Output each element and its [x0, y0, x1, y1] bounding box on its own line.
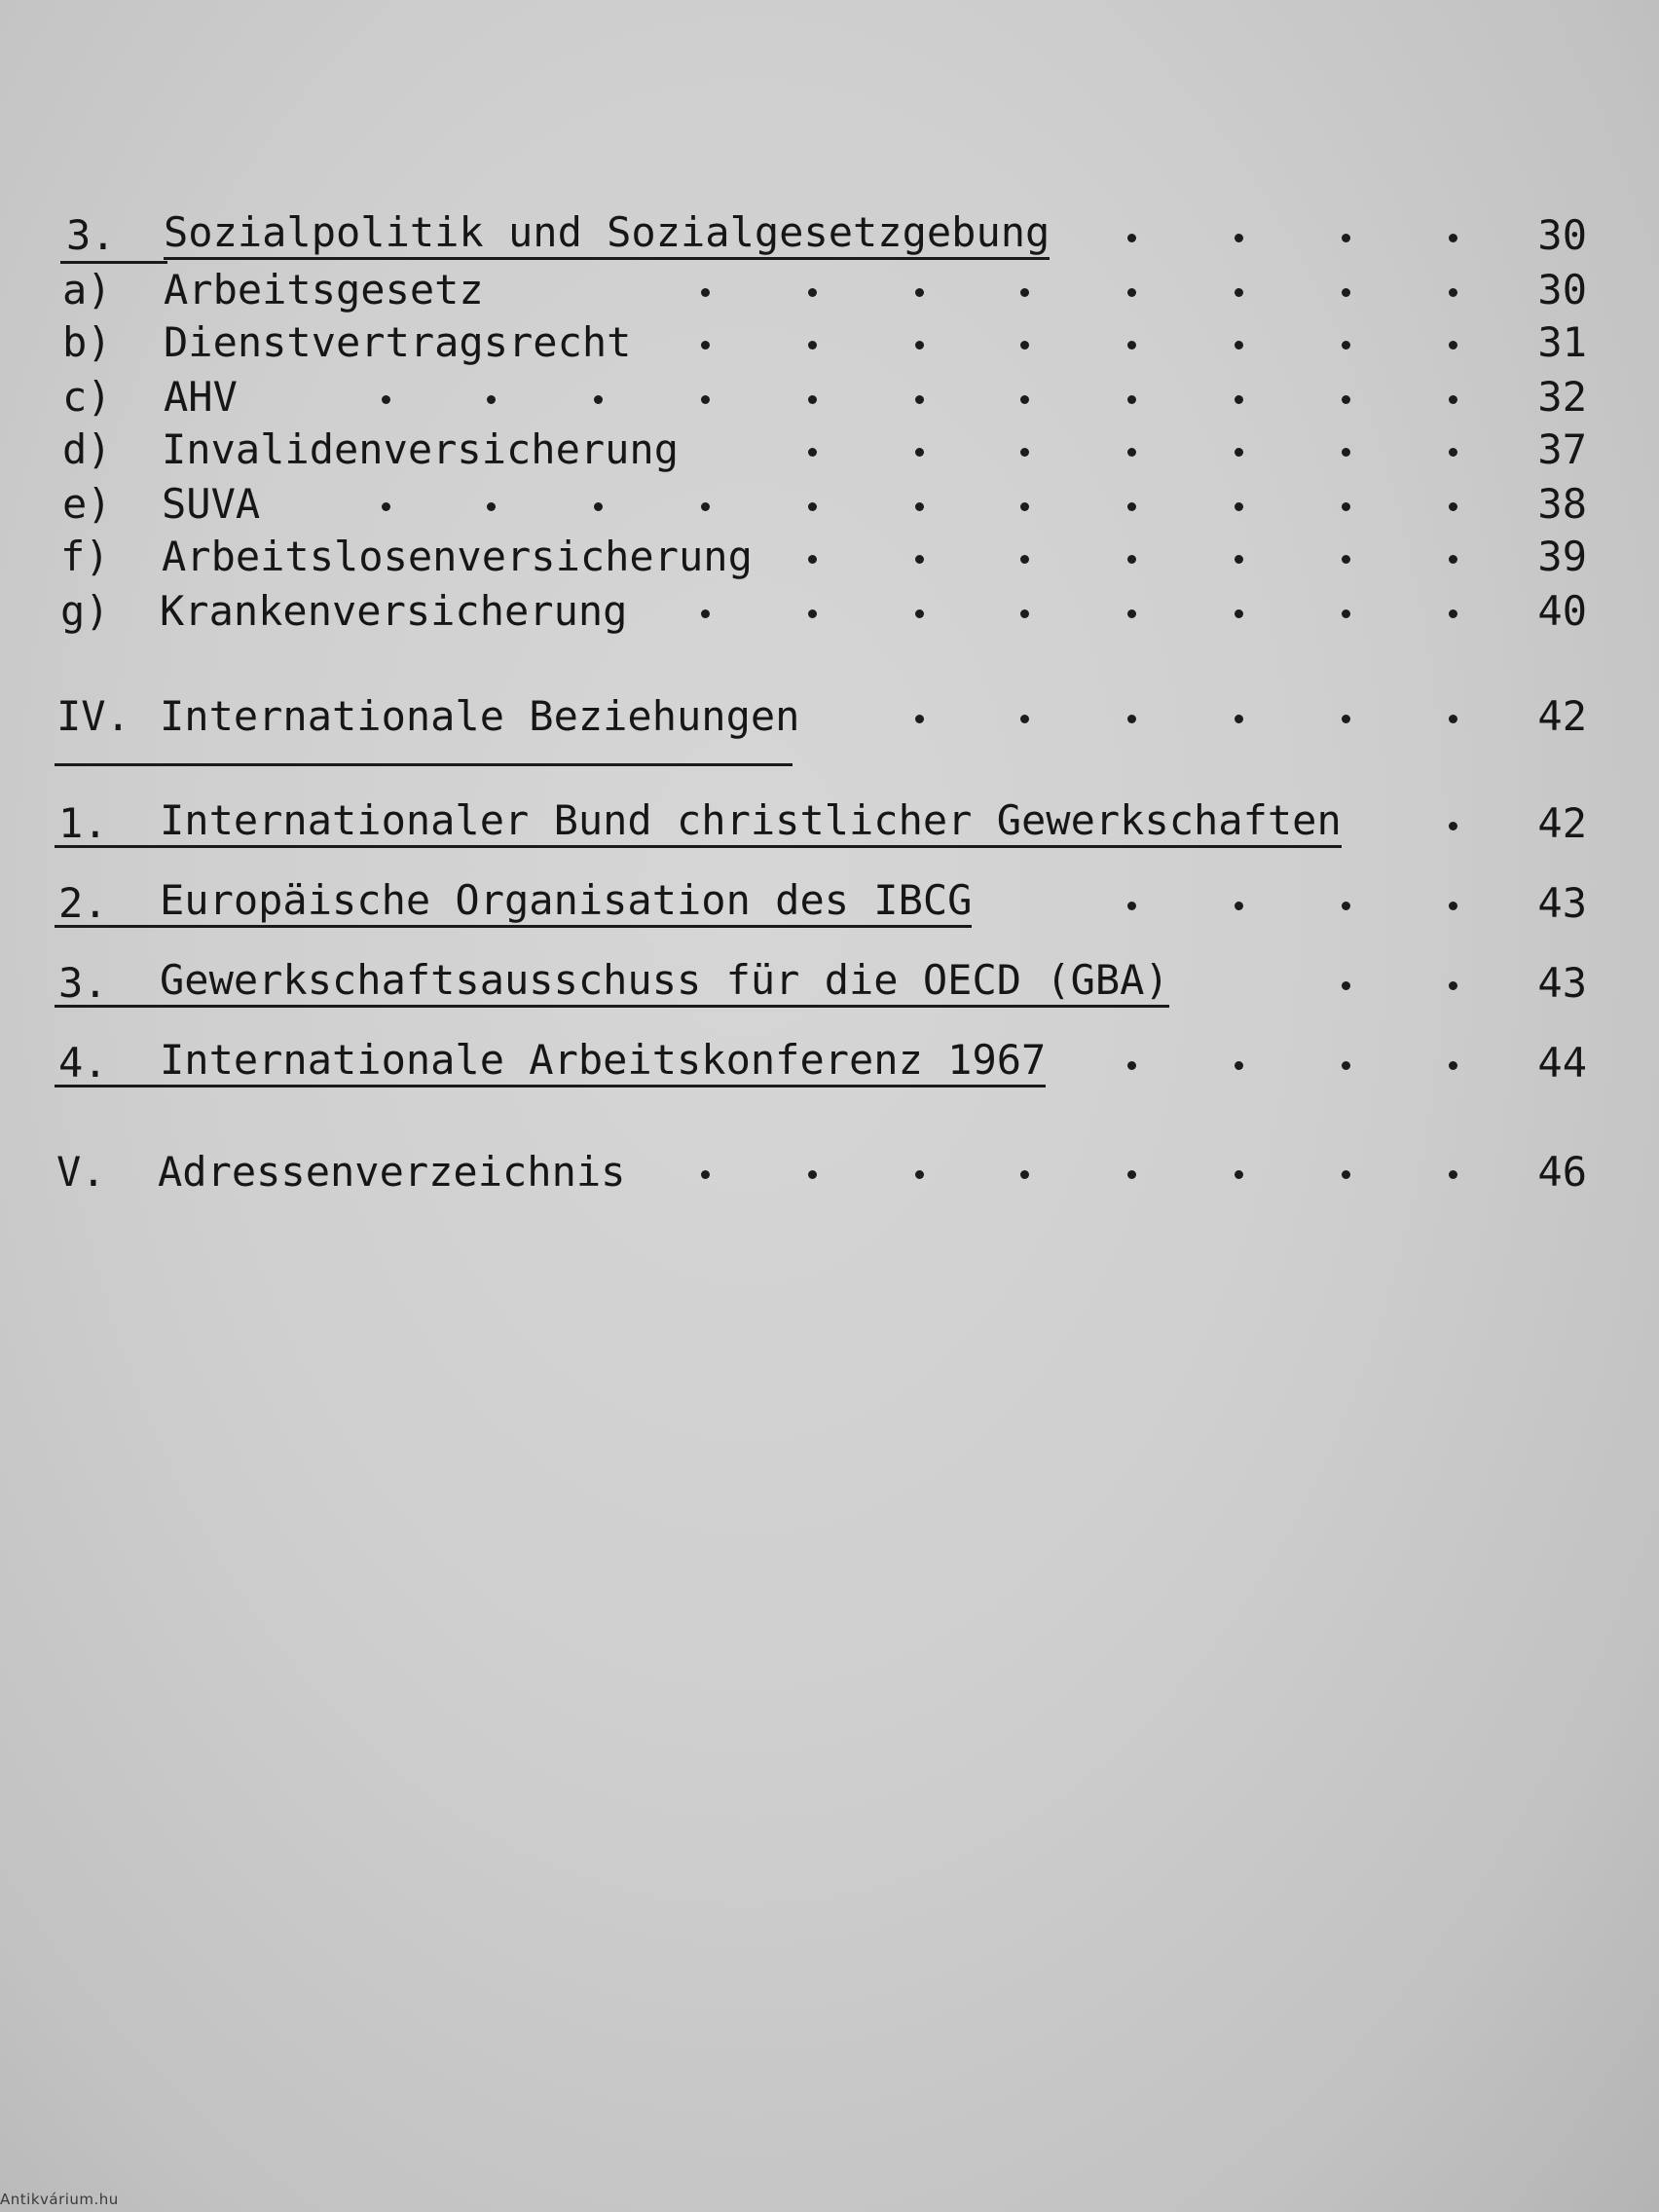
- leader-dot: [915, 395, 924, 404]
- entry-title: AHV: [164, 373, 238, 421]
- leader-dot: [1235, 448, 1243, 457]
- entry-number: IV.: [56, 692, 130, 740]
- leader-dot: [701, 341, 710, 350]
- watermark: Antikvárium.hu: [0, 2191, 119, 2208]
- leader-dot: [1235, 502, 1243, 511]
- leader-dot: [915, 555, 924, 564]
- leader-dot: [1020, 395, 1029, 404]
- leader-dot: [701, 288, 710, 297]
- leader-dot: [1449, 981, 1457, 990]
- leader-dot: [1449, 822, 1457, 830]
- leader-dot: [1449, 234, 1457, 242]
- leader-dot: [808, 288, 817, 297]
- leader-dot: [1342, 609, 1350, 618]
- leader-dot: [1235, 341, 1243, 350]
- leader-dot: [1449, 902, 1457, 910]
- toc-entry-d: [0, 423, 1659, 477]
- entry-number: d): [62, 425, 112, 473]
- leader-dot: [1020, 288, 1029, 297]
- entry-title: SUVA: [162, 480, 261, 528]
- leader-dot: [1342, 715, 1350, 723]
- entry-number: 3.: [58, 959, 108, 1007]
- underline: [55, 845, 164, 848]
- leader-dot: [808, 609, 817, 618]
- leader-dot: [1449, 448, 1457, 457]
- leader-dot: [1020, 448, 1029, 457]
- leader-dot: [808, 555, 817, 564]
- entry-title: Invalidenversicherung: [162, 425, 680, 473]
- leader-dot: [1235, 609, 1243, 618]
- leader-dot: [1235, 288, 1243, 297]
- leader-dot: [808, 395, 817, 404]
- entry-number: V.: [56, 1148, 106, 1196]
- leader-dot: [1449, 1170, 1457, 1179]
- toc-entry-c: [0, 370, 1659, 424]
- entry-page: 43: [1537, 959, 1587, 1007]
- leader-dot: [1127, 288, 1136, 297]
- leader-dot: [1342, 555, 1350, 564]
- entry-title: Krankenversicherung: [160, 587, 628, 635]
- leader-dot: [808, 448, 817, 457]
- leader-dot: [1235, 1061, 1243, 1070]
- entry-page: 32: [1537, 373, 1587, 421]
- entry-page: 43: [1537, 879, 1587, 927]
- underline: [55, 925, 164, 928]
- toc-section-v: [0, 1145, 1659, 1199]
- entry-page: 38: [1537, 480, 1587, 528]
- leader-dot: [1342, 1061, 1350, 1070]
- leader-dot: [701, 502, 710, 511]
- leader-dot: [1342, 981, 1350, 990]
- entry-number: g): [60, 587, 110, 635]
- leader-dot: [701, 609, 710, 618]
- leader-dot: [1020, 609, 1029, 618]
- toc-entry-b: [0, 315, 1659, 370]
- leader-dot: [1127, 715, 1136, 723]
- leader-dot: [1342, 502, 1350, 511]
- leader-dot: [915, 448, 924, 457]
- leader-dot: [1127, 555, 1136, 564]
- leader-dot: [1127, 902, 1136, 910]
- leader-dot: [1235, 1170, 1243, 1179]
- entry-number: c): [62, 373, 112, 421]
- leader-dot: [1342, 902, 1350, 910]
- leader-dot: [1127, 395, 1136, 404]
- entry-title: Arbeitslosenversicherung: [162, 533, 753, 580]
- leader-dot: [1127, 609, 1136, 618]
- leader-dot: [1449, 288, 1457, 297]
- leader-dot: [1449, 1061, 1457, 1070]
- leader-dot: [1342, 395, 1350, 404]
- entry-page: 40: [1537, 587, 1587, 635]
- entry-title: Dienstvertragsrecht: [164, 318, 632, 366]
- entry-number: a): [62, 266, 112, 313]
- leader-dot: [1235, 555, 1243, 564]
- leader-dot: [1235, 715, 1243, 723]
- underline: [55, 1085, 164, 1088]
- leader-dot: [1127, 1170, 1136, 1179]
- toc-entry-a: [0, 263, 1659, 317]
- toc-entry-iv2: [0, 876, 1659, 931]
- toc-section-iv: [0, 689, 1659, 744]
- entry-page: 46: [1537, 1148, 1587, 1196]
- entry-number: e): [62, 480, 112, 528]
- leader-dot: [808, 341, 817, 350]
- entry-page: 44: [1537, 1039, 1587, 1087]
- leader-dot: [915, 715, 924, 723]
- leader-dot: [1342, 341, 1350, 350]
- leader-dot: [808, 1170, 817, 1179]
- leader-dot: [1020, 1170, 1029, 1179]
- leader-dot: [915, 609, 924, 618]
- entry-number: f): [60, 533, 110, 580]
- entry-title: Internationale Arbeitskonferenz 1967: [160, 1036, 1046, 1088]
- leader-dot: [1449, 341, 1457, 350]
- leader-dot: [915, 1170, 924, 1179]
- leader-dot: [382, 502, 390, 511]
- leader-dot: [1342, 288, 1350, 297]
- entry-page: 37: [1537, 425, 1587, 473]
- leader-dot: [594, 395, 603, 404]
- entry-number: 2.: [58, 879, 108, 927]
- entry-page: 42: [1537, 799, 1587, 847]
- leader-dot: [1449, 609, 1457, 618]
- entry-number: 1.: [58, 799, 108, 847]
- toc-entry-iv3: [0, 956, 1659, 1011]
- toc-entry-iv1: [0, 796, 1659, 851]
- leader-dot: [1127, 234, 1136, 242]
- leader-dot: [1127, 448, 1136, 457]
- leader-dot: [1235, 902, 1243, 910]
- entry-page: 42: [1537, 692, 1587, 740]
- leader-dot: [1449, 502, 1457, 511]
- entry-page: 39: [1537, 533, 1587, 580]
- leader-dot: [1235, 395, 1243, 404]
- leader-dot: [382, 395, 390, 404]
- entry-title: Internationale Beziehungen: [160, 692, 800, 740]
- toc-entry-e: [0, 477, 1659, 532]
- leader-dot: [487, 395, 496, 404]
- entry-title: Internationaler Bund christlicher Gewerkschaften: [160, 796, 1342, 848]
- section-underline: [55, 763, 793, 766]
- entry-title: Arbeitsgesetz: [164, 266, 484, 313]
- leader-dot: [1342, 1170, 1350, 1179]
- toc-entry-g: [0, 584, 1659, 639]
- leader-dot: [808, 502, 817, 511]
- entry-number: 3.: [66, 211, 116, 259]
- leader-dot: [487, 502, 496, 511]
- leader-dot: [915, 341, 924, 350]
- entry-number: 4.: [58, 1039, 108, 1087]
- entry-title: Sozialpolitik und Sozialgesetzgebung: [164, 208, 1050, 260]
- leader-dot: [701, 1170, 710, 1179]
- leader-dot: [701, 395, 710, 404]
- leader-dot: [1127, 341, 1136, 350]
- leader-dot: [1020, 502, 1029, 511]
- leader-dot: [1020, 341, 1029, 350]
- toc-entry-iv4: [0, 1036, 1659, 1090]
- leader-dot: [1342, 234, 1350, 242]
- entry-page: 30: [1537, 211, 1587, 259]
- leader-dot: [594, 502, 603, 511]
- entry-title: Adressenverzeichnis: [158, 1148, 626, 1196]
- leader-dot: [1127, 1061, 1136, 1070]
- leader-dot: [1449, 555, 1457, 564]
- leader-dot: [1342, 448, 1350, 457]
- toc-entry-sec3: [0, 208, 1659, 263]
- entry-title: Gewerkschaftsausschuss für die OECD (GBA): [160, 956, 1169, 1008]
- leader-dot: [915, 502, 924, 511]
- leader-dot: [1020, 715, 1029, 723]
- toc-entry-f: [0, 530, 1659, 584]
- leader-dot: [1449, 395, 1457, 404]
- leader-dot: [915, 288, 924, 297]
- leader-dot: [1235, 234, 1243, 242]
- entry-page: 31: [1537, 318, 1587, 366]
- entry-page: 30: [1537, 266, 1587, 313]
- underline: [55, 1005, 164, 1008]
- leader-dot: [1449, 715, 1457, 723]
- leader-dot: [1127, 502, 1136, 511]
- entry-title: Europäische Organisation des IBCG: [160, 876, 972, 928]
- leader-dot: [1020, 555, 1029, 564]
- entry-number: b): [62, 318, 112, 366]
